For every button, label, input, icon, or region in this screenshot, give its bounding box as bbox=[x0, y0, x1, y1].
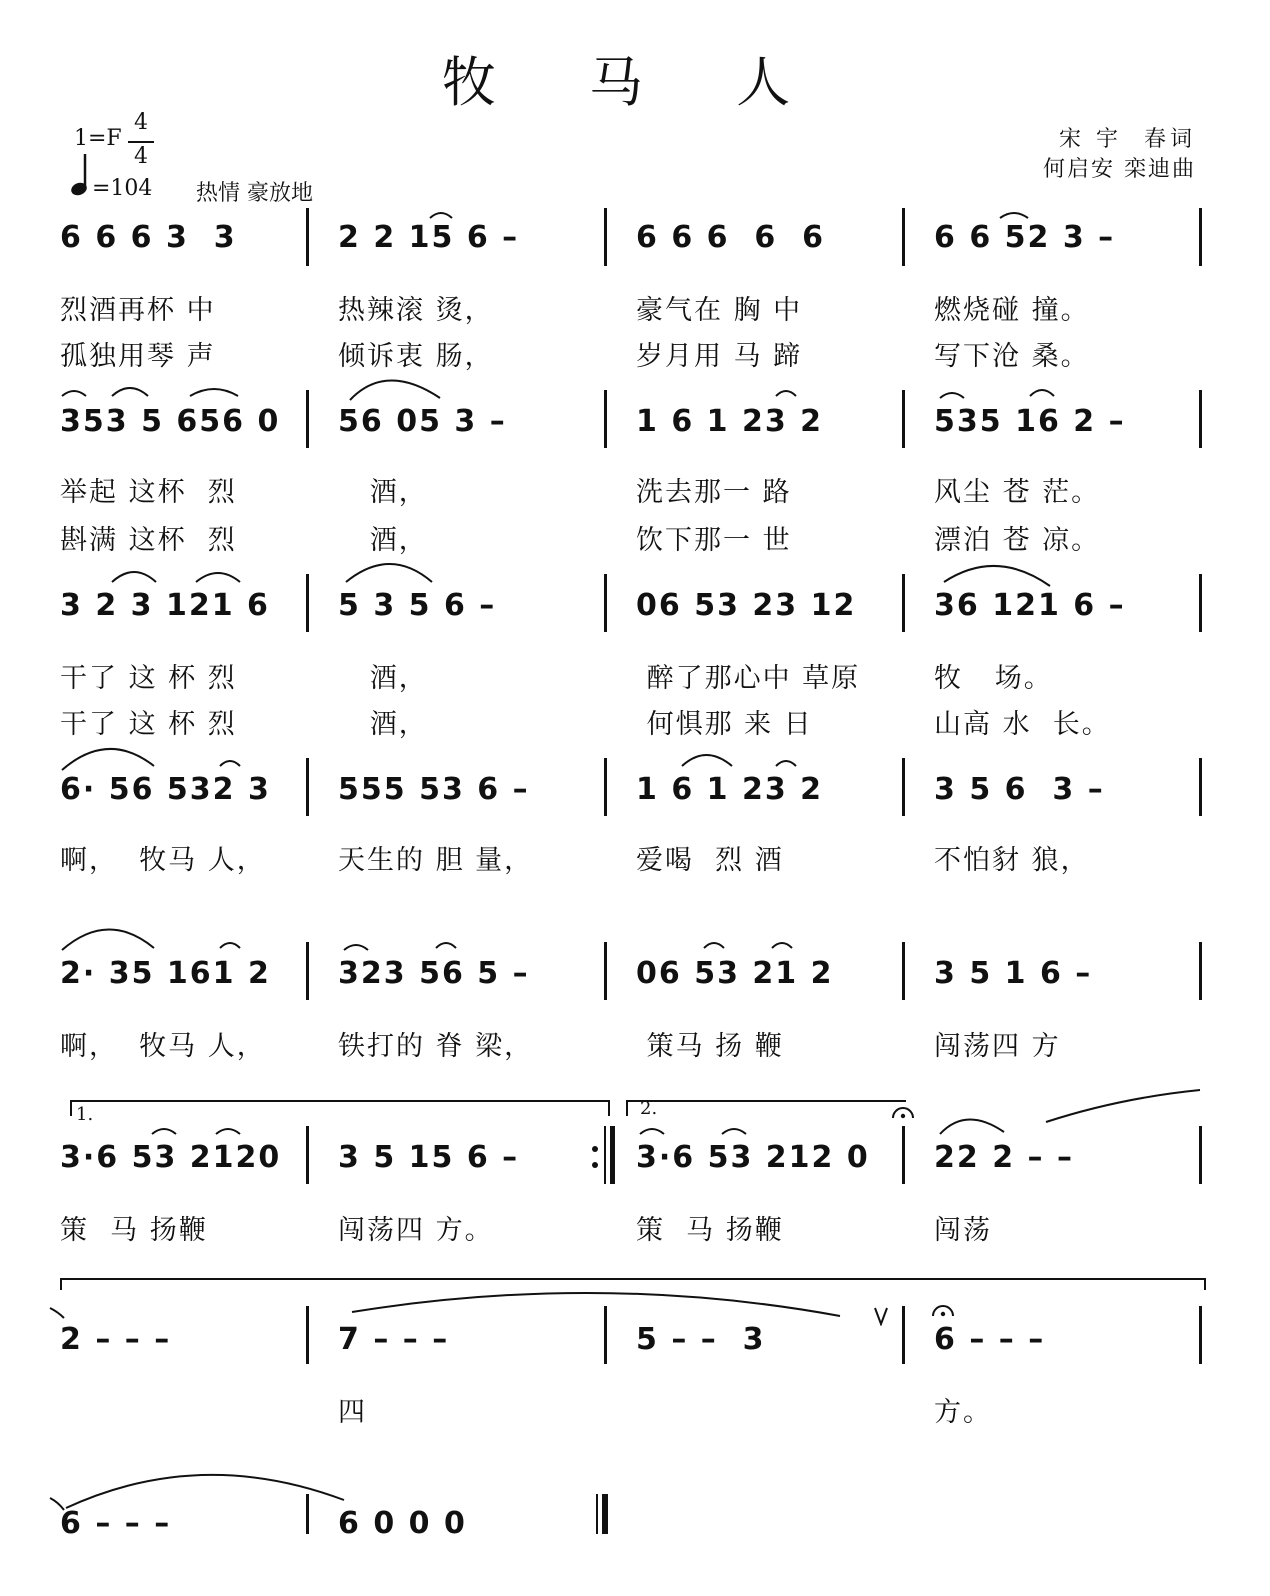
lyric-line: 酒， bbox=[338, 663, 428, 694]
lyric-line: 闯荡四 方 bbox=[934, 1031, 1061, 1062]
lyric-line: 啊， 牧马 人， bbox=[60, 845, 266, 876]
measure-notes: 3·6 53 2120 bbox=[60, 1140, 282, 1175]
measure-notes: 1 6 1 23 2 bbox=[636, 772, 824, 807]
measure-notes: 7 – – – bbox=[338, 1322, 450, 1357]
lyric-line: 不怕豺 狼， bbox=[934, 845, 1090, 876]
measure-notes: 6 – – – bbox=[934, 1322, 1046, 1357]
lyric-line: 风尘 苍 茫。 bbox=[934, 477, 1101, 508]
lyric-line: 天生的 胆 量， bbox=[338, 845, 534, 876]
measure-notes: 535 16 2 – bbox=[934, 404, 1126, 439]
lyric-line: 豪气在 胸 中 bbox=[636, 295, 803, 326]
lyric-line: 斟满 这杯 烈 bbox=[60, 525, 237, 556]
lyric-line: 四 bbox=[338, 1397, 367, 1428]
measure-notes: 3 5 15 6 – bbox=[338, 1140, 520, 1175]
lyric-line: 铁打的 脊 梁， bbox=[338, 1031, 534, 1062]
lyric-line: 岁月用 马 蹄 bbox=[636, 341, 803, 372]
measure-notes: 6· 56 532 3 bbox=[60, 772, 271, 807]
measure-notes: 6 6 52 3 – bbox=[934, 220, 1116, 255]
lyric-line: 漂泊 苍 凉。 bbox=[934, 525, 1101, 556]
lyric-line: 干了 这 杯 烈 bbox=[60, 663, 237, 694]
measure-notes: 06 53 21 2 bbox=[636, 956, 834, 991]
lyric-line: 酒， bbox=[338, 709, 428, 740]
second-ending-label: 2. bbox=[640, 1098, 658, 1119]
measure-notes: 5 – – 3 bbox=[636, 1322, 766, 1357]
lyric-line: 啊， 牧马 人， bbox=[60, 1031, 266, 1062]
lyric-line: 牧 场。 bbox=[934, 663, 1053, 694]
lyric-line: 干了 这 杯 烈 bbox=[60, 709, 237, 740]
lyric-line: 酒， bbox=[338, 525, 428, 556]
measure-notes: 353 5 656 0 bbox=[60, 404, 281, 439]
lyric-line: 醉了那心中 草原 bbox=[636, 663, 861, 694]
lyric-line: 闯荡四 方。 bbox=[338, 1215, 494, 1246]
measure-notes: 6 0 0 0 bbox=[338, 1506, 467, 1541]
key-signature: 1=F bbox=[74, 126, 122, 151]
song-title: 牧 马 人 bbox=[441, 51, 829, 114]
lyric-line: 酒， bbox=[338, 477, 428, 508]
measure-notes: 3 5 6 3 – bbox=[934, 772, 1105, 807]
measure-notes: 6 6 6 3 3 bbox=[60, 220, 237, 255]
lyric-line: 策马 扬 鞭 bbox=[636, 1031, 784, 1062]
expression-marking: 热情 豪放地 bbox=[196, 181, 313, 206]
lyricist-credit: 宋 宇 春词 bbox=[1059, 127, 1196, 152]
measure-notes: 6 6 6 6 6 bbox=[636, 220, 826, 255]
lyric-line: 策 马 扬鞭 bbox=[636, 1215, 784, 1246]
lyric-line: 烈酒再杯 中 bbox=[60, 295, 216, 326]
lyric-line: 方。 bbox=[934, 1397, 992, 1428]
lyric-line: 山高 水 长。 bbox=[934, 709, 1111, 740]
measure-notes: 06 53 23 12 bbox=[636, 588, 857, 623]
lyric-line: 孤独用琴 声 bbox=[60, 341, 216, 372]
tempo-marking: =104 bbox=[92, 176, 153, 201]
measure-notes: 3·6 53 212 0 bbox=[636, 1140, 870, 1175]
lyric-line: 饮下那一 世 bbox=[636, 525, 792, 556]
measure-notes: 36 121 6 – bbox=[934, 588, 1126, 623]
measure-notes: 3 5 1 6 – bbox=[934, 956, 1093, 991]
time-signature-top: 4 bbox=[134, 110, 148, 135]
lyric-line: 洗去那一 路 bbox=[636, 477, 792, 508]
composer-credit: 何启安 栾迪曲 bbox=[1043, 157, 1196, 182]
measure-notes: 2· 35 161 2 bbox=[60, 956, 271, 991]
lyric-line: 写下沧 桑。 bbox=[934, 341, 1090, 372]
measure-notes: 1 6 1 23 2 bbox=[636, 404, 824, 439]
measure-notes: 2 – – – bbox=[60, 1322, 172, 1357]
measure-notes: 22 2 – – bbox=[934, 1140, 1074, 1175]
lyric-line: 策 马 扬鞭 bbox=[60, 1215, 208, 1246]
measure-notes: 5 3 5 6 – bbox=[338, 588, 497, 623]
lyric-line: 热辣滚 烫， bbox=[338, 295, 494, 326]
measure-notes: 56 05 3 – bbox=[338, 404, 507, 439]
first-ending-label: 1. bbox=[76, 1104, 94, 1125]
lyric-line: 闯荡 bbox=[934, 1215, 992, 1246]
lyric-line: 爱喝 烈 酒 bbox=[636, 845, 784, 876]
lyric-line: 燃烧碰 撞。 bbox=[934, 295, 1090, 326]
measure-notes: 6 – – – bbox=[60, 1506, 172, 1541]
measure-notes: 555 53 6 – bbox=[338, 772, 530, 807]
measure-notes: 3 2 3 121 6 bbox=[60, 588, 270, 623]
measure-notes: 323 56 5 – bbox=[338, 956, 530, 991]
measure-notes: 2 2 15 6 – bbox=[338, 220, 520, 255]
lyric-line: 何惧那 来 日 bbox=[636, 709, 813, 740]
lyric-line: 倾诉衷 肠， bbox=[338, 341, 494, 372]
lyric-line: 举起 这杯 烈 bbox=[60, 477, 237, 508]
time-signature-bottom: 4 bbox=[134, 144, 148, 169]
